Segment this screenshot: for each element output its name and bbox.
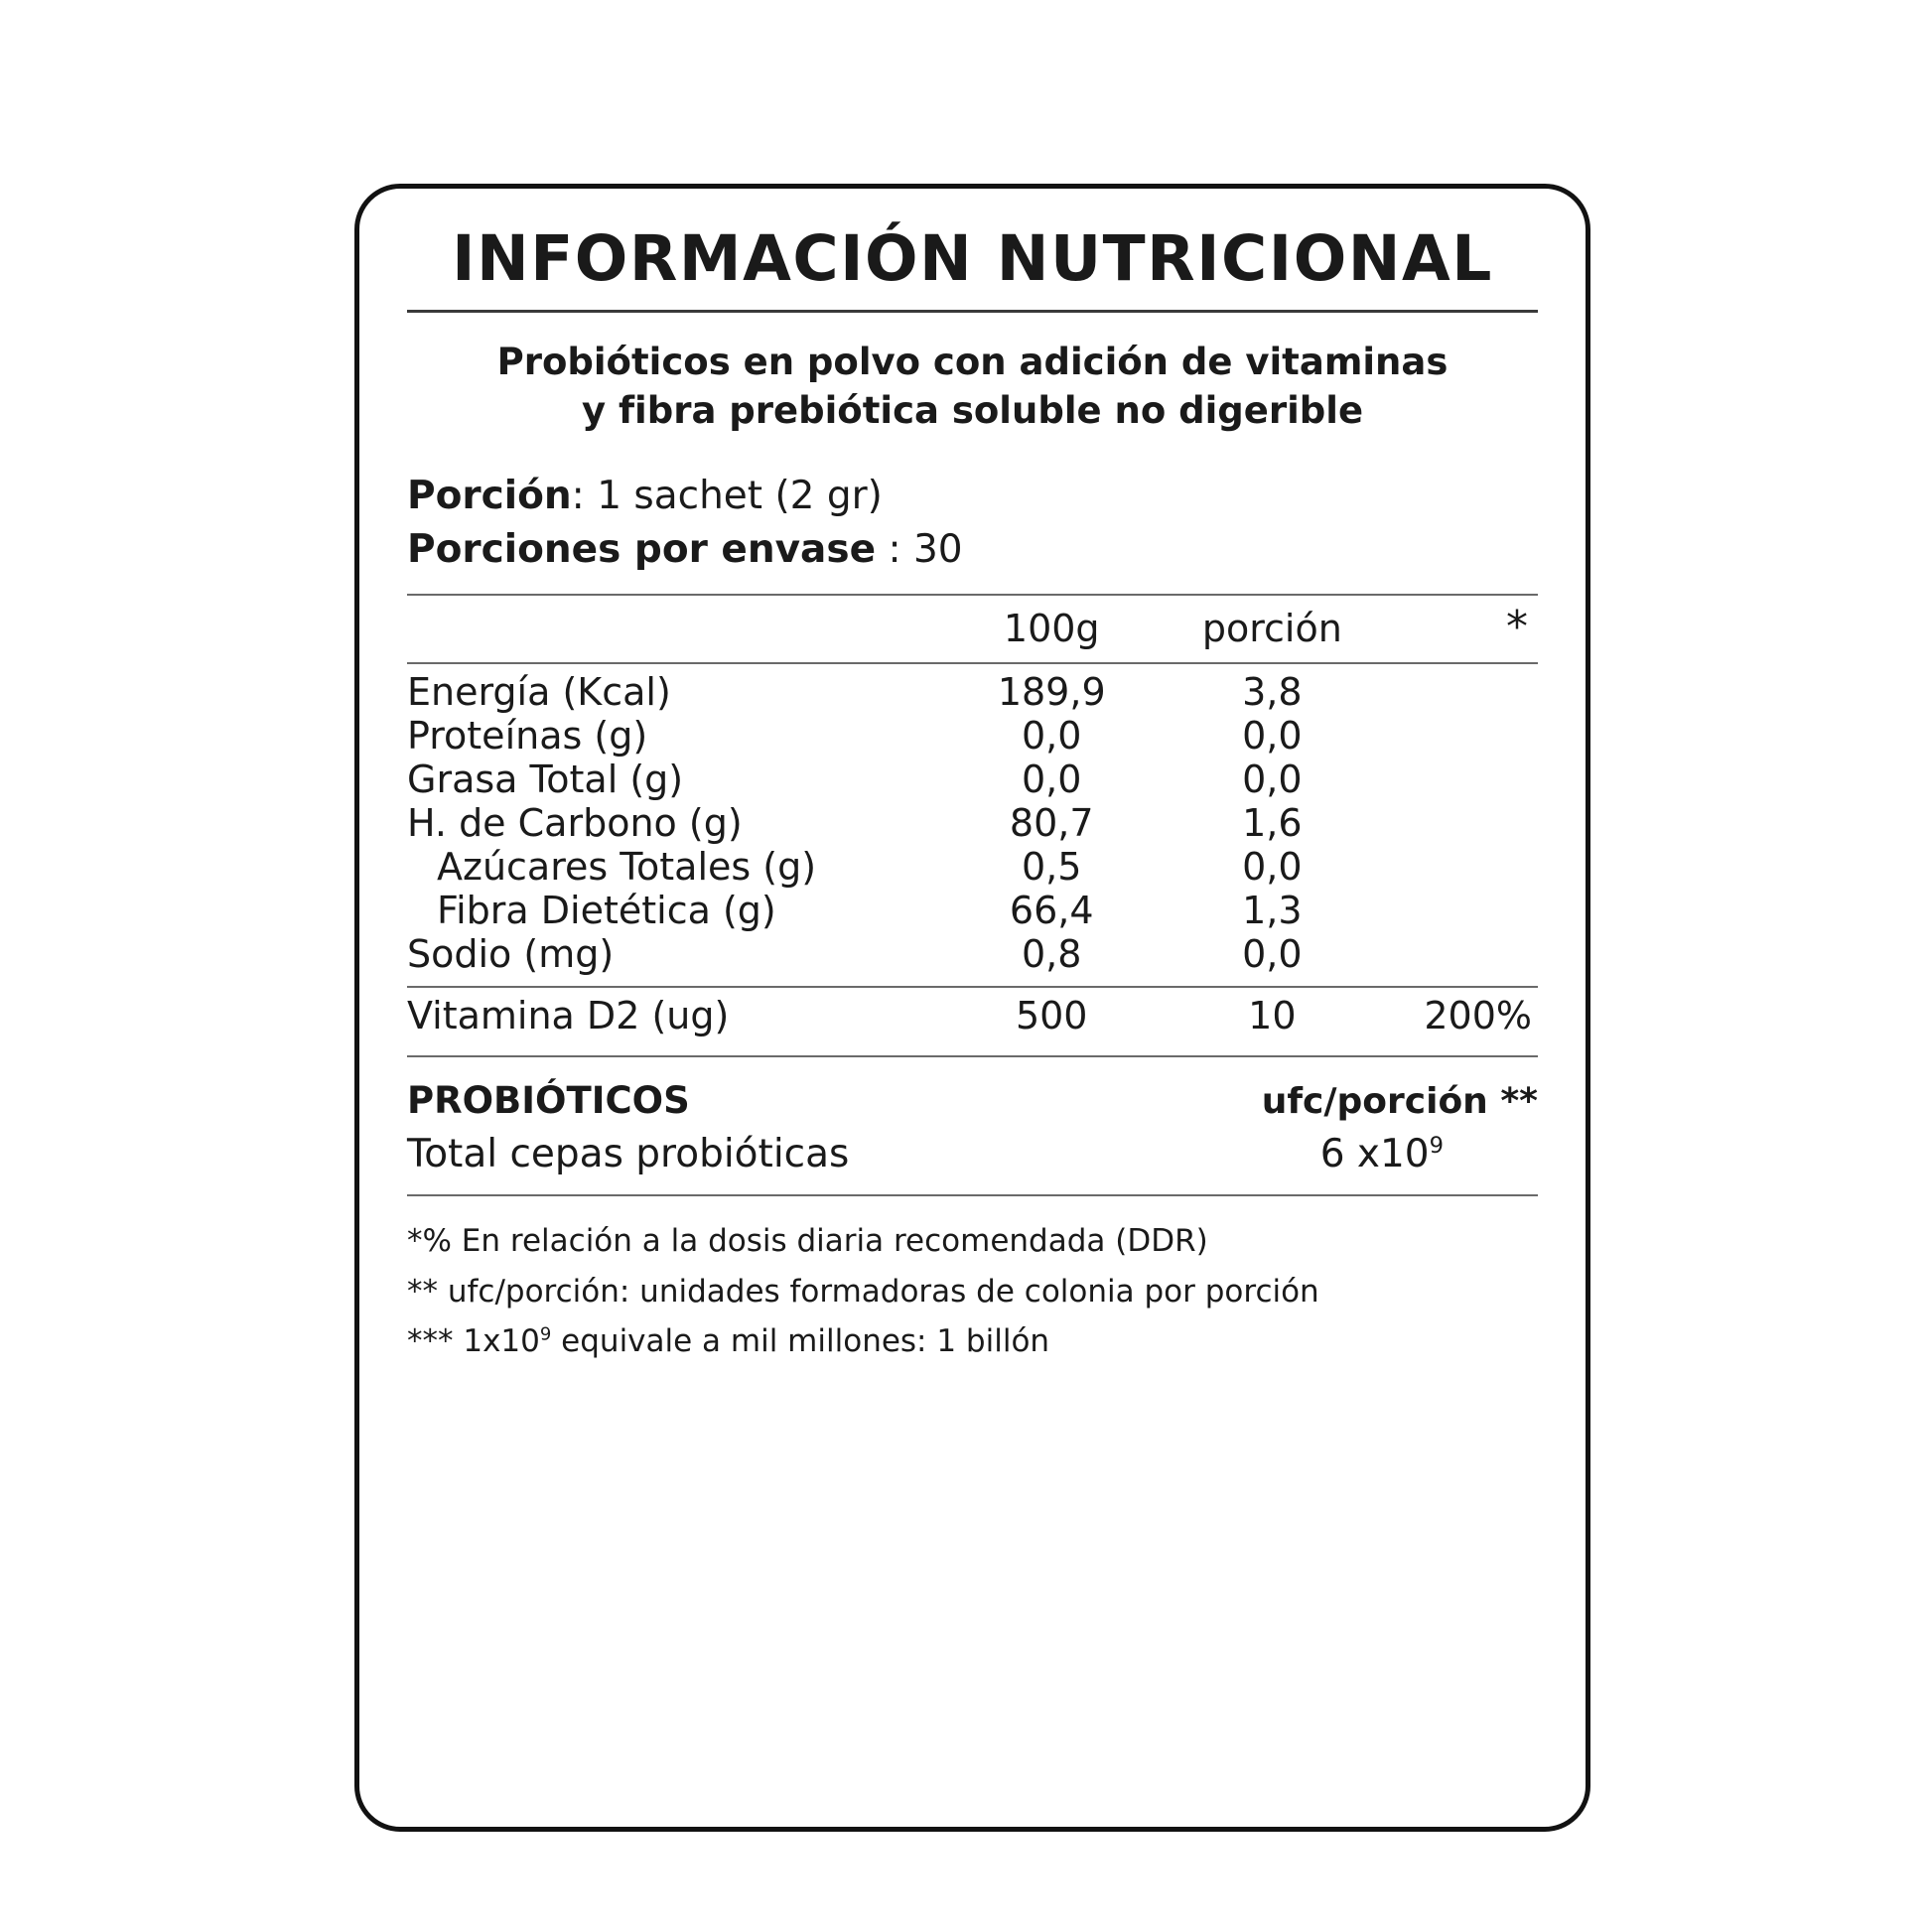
footnote-3-pre: *** 1x10 (407, 1322, 540, 1359)
table-row (407, 714, 1538, 758)
probiotics-total-value-base: 6 x10 (1319, 1132, 1430, 1177)
row-per-portion: 3,8 (1242, 670, 1303, 715)
nutrition-table (407, 602, 1538, 1037)
table-row (407, 801, 1538, 845)
page-title: INFORMACIÓN NUTRICIONAL (452, 222, 1493, 295)
row-percent (1380, 714, 1538, 758)
probiotics-unit-label: ufc/porción ** (1261, 1081, 1538, 1123)
row-per-portion: 0,0 (1242, 714, 1303, 759)
row-per-portion: 1,6 (1242, 801, 1303, 846)
table-row (407, 758, 1538, 801)
serving-size-value: : 1 sachet (2 gr) (571, 473, 883, 518)
probiotics-header (407, 1079, 1538, 1122)
macros-divider-row (407, 976, 1538, 994)
serving-size-line (407, 470, 1538, 523)
row-percent (1380, 758, 1538, 801)
header-nutrient (407, 602, 938, 652)
probiotics-heading: PROBIÓTICOS (407, 1079, 690, 1123)
row-per-portion: 0,0 (1242, 932, 1303, 977)
footnote-3-post: equivale a mil millones: 1 billón (551, 1322, 1050, 1359)
footnote-2: ** ufc/porción: unidades formadoras de colonia por porción (407, 1273, 1319, 1310)
nutrition-label-content (407, 222, 1538, 1366)
probiotics-total-value (1320, 1132, 1444, 1176)
product-description-line-2: y fibra prebiótica soluble no digerible (581, 388, 1364, 432)
row-per-100g: 80,7 (1009, 801, 1094, 846)
servings-per-container-value: : 30 (888, 526, 963, 572)
product-description (421, 339, 1524, 436)
servings-per-container-line (407, 523, 1538, 577)
row-percent (1380, 845, 1538, 889)
row-name: Proteínas (g) (407, 714, 648, 759)
row-per-100g: 189,9 (997, 670, 1106, 715)
table-row (407, 670, 1538, 714)
row-per-100g: 500 (1015, 994, 1088, 1038)
table-row (407, 845, 1538, 889)
row-name: Sodio (mg) (407, 932, 615, 977)
row-name: Energía (Kcal) (407, 670, 671, 715)
table-header-row (407, 602, 1538, 652)
row-per-portion: 0,0 (1242, 845, 1303, 890)
nutrition-label-card (354, 184, 1590, 1832)
row-per-100g: 0,0 (1022, 714, 1082, 759)
footnote-1: *% En relación a la dosis diaria recomendada (DDR) (407, 1223, 1208, 1260)
row-name: Azúcares Totales (g) (437, 845, 817, 890)
header-per-100g: 100g (1003, 607, 1100, 651)
row-per-100g: 0,8 (1022, 932, 1082, 977)
servings-per-container-label: Porciones por envase (407, 526, 877, 572)
probiotics-total-label: Total cepas probióticas (407, 1132, 850, 1177)
row-percent: 200% (1424, 994, 1532, 1038)
product-description-line-1: Probióticos en polvo con adición de vitaminas (496, 341, 1449, 384)
probiotics-divider (407, 1194, 1538, 1196)
header-divider-row (407, 652, 1538, 670)
macros-divider (407, 986, 1538, 988)
footnotes (407, 1216, 1538, 1366)
serving-divider (407, 594, 1538, 596)
row-per-portion: 0,0 (1242, 758, 1303, 802)
row-percent (1380, 670, 1538, 714)
row-name: Vitamina D2 (ug) (407, 994, 730, 1038)
row-per-100g: 0,5 (1022, 845, 1082, 890)
header-divider (407, 662, 1538, 664)
row-name: Grasa Total (g) (407, 758, 684, 802)
title-divider (407, 310, 1538, 313)
row-per-100g: 66,4 (1009, 889, 1094, 933)
row-percent (1380, 801, 1538, 845)
row-percent (1380, 932, 1538, 976)
table-row (407, 932, 1538, 976)
footnote-3-exponent: 9 (539, 1323, 552, 1345)
row-name: H. de Carbono (g) (407, 801, 743, 846)
probiotics-total-row (407, 1132, 1538, 1176)
header-percent-star: * (1506, 602, 1528, 653)
serving-info (407, 470, 1538, 577)
table-row-vitamin (407, 994, 1538, 1037)
row-name: Fibra Dietética (g) (437, 889, 776, 933)
row-per-portion: 10 (1248, 994, 1297, 1038)
probiotics-total-value-exponent: 9 (1429, 1133, 1444, 1160)
row-per-portion: 1,3 (1242, 889, 1303, 933)
footnote-3 (407, 1316, 1538, 1366)
vitamin-divider (407, 1055, 1538, 1057)
serving-size-label: Porción (407, 473, 572, 518)
row-percent (1380, 889, 1538, 932)
header-per-portion: porción (1201, 607, 1342, 651)
table-row (407, 889, 1538, 932)
row-per-100g: 0,0 (1022, 758, 1082, 802)
